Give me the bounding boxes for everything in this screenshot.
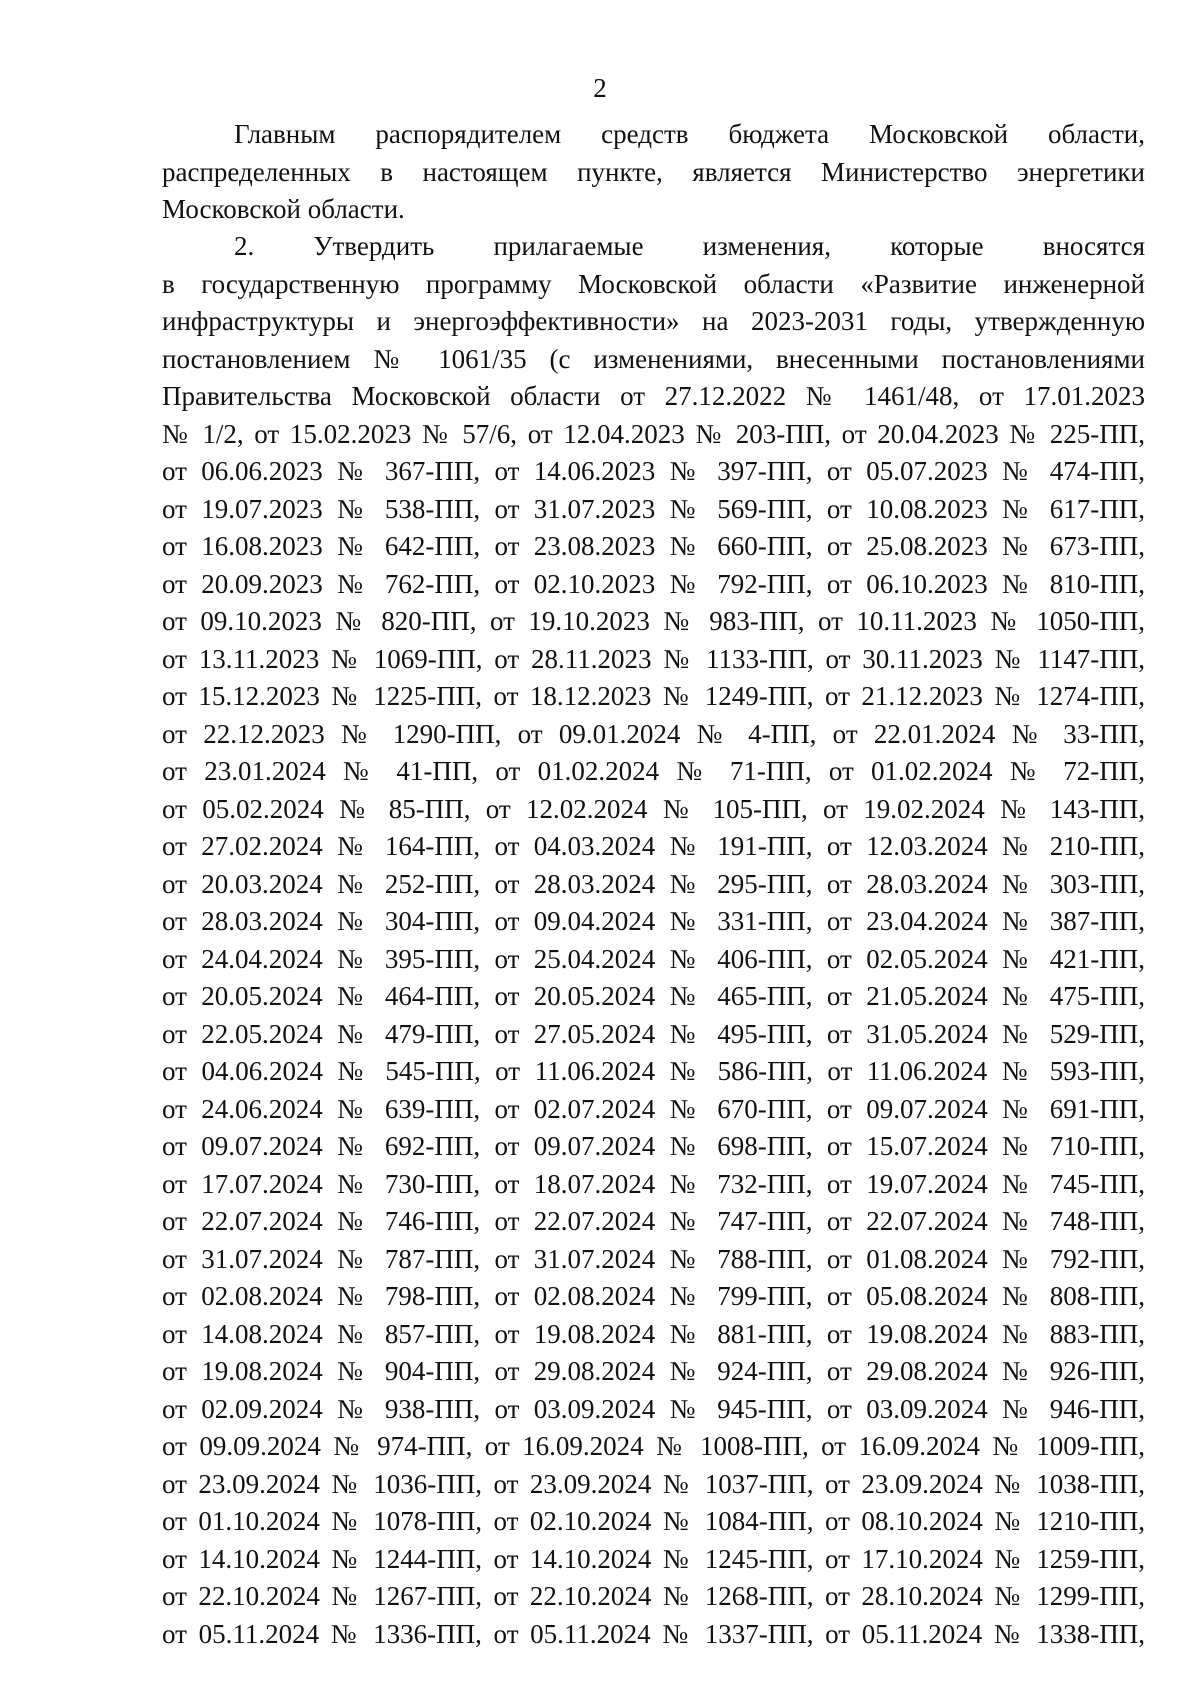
text-line: № 1/2, от 15.02.2023 № 57/6, от 12.04.2023 № 203-ПП, от 20.04.2023 № 225-ПП, bbox=[162, 418, 1145, 449]
text-line: от 09.10.2023 № 820-ПП, от 19.10.2023 № 983-ПП, от 10.11.2023 № 1050-ПП, bbox=[162, 606, 1145, 636]
text-line: от 27.02.2024 № 164-ПП, от 04.03.2024 № 191-ПП, от 12.03.2024 № 210-ПП, bbox=[162, 831, 1145, 861]
text-line: от 23.01.2024 № 41-ПП, от 01.02.2024 № 71-ПП, от 01.02.2024 № 72-ПП, bbox=[162, 756, 1145, 786]
text-line: от 01.10.2024 № 1078-ПП, от 02.10.2024 № 1084-ПП, от 08.10.2024 № 1210-ПП, bbox=[162, 1506, 1145, 1536]
text-line: Московской области. bbox=[162, 194, 405, 224]
text-line: от 31.07.2024 № 787-ПП, от 31.07.2024 № 788-ПП, от 01.08.2024 № 792-ПП, bbox=[162, 1243, 1145, 1274]
text-line: 2. Утвердить прилагаемые изменения, которые вносятся bbox=[234, 231, 1145, 261]
text-line: в государственную программу Московской области «Развитие инженерной bbox=[162, 268, 1145, 299]
paragraph-budget-manager bbox=[162, 116, 1145, 229]
text-line: от 22.05.2024 № 479-ПП, от 27.05.2024 № 495-ПП, от 31.05.2024 № 529-ПП, bbox=[162, 1018, 1145, 1049]
text-line: постановлением № 1061/35 (с изменениями, внесенными постановлениями bbox=[162, 343, 1145, 374]
text-line: от 24.06.2024 № 639-ПП, от 02.07.2024 № 670-ПП, от 09.07.2024 № 691-ПП, bbox=[162, 1093, 1145, 1124]
text-line: от 05.11.2024 № 1336-ПП, от 05.11.2024 № 1337-ПП, от 05.11.2024 № 1338-ПП, bbox=[162, 1618, 1145, 1649]
text-line: от 22.07.2024 № 746-ПП, от 22.07.2024 № 747-ПП, от 22.07.2024 № 748-ПП, bbox=[162, 1206, 1145, 1236]
text-line: от 17.07.2024 № 730-ПП, от 18.07.2024 № 732-ПП, от 19.07.2024 № 745-ПП, bbox=[162, 1168, 1145, 1199]
text-line: от 28.03.2024 № 304-ПП, от 09.04.2024 № 331-ПП, от 23.04.2024 № 387-ПП, bbox=[162, 906, 1145, 936]
text-line: от 22.10.2024 № 1267-ПП, от 22.10.2024 № 1268-ПП, от 28.10.2024 № 1299-ПП, bbox=[162, 1581, 1145, 1611]
text-line: от 13.11.2023 № 1069-ПП, от 28.11.2023 № 1133-ПП, от 30.11.2023 № 1147-ПП, bbox=[162, 643, 1145, 674]
text-line: от 02.09.2024 № 938-ПП, от 03.09.2024 № 945-ПП, от 03.09.2024 № 946-ПП, bbox=[162, 1393, 1145, 1424]
text-line: от 14.08.2024 № 857-ПП, от 19.08.2024 № 881-ПП, от 19.08.2024 № 883-ПП, bbox=[162, 1318, 1145, 1349]
text-line: от 09.07.2024 № 692-ПП, от 09.07.2024 № 698-ПП, от 15.07.2024 № 710-ПП, bbox=[162, 1131, 1145, 1161]
text-line: инфраструктуры и энергоэффективности» на 2023-2031 годы, утвержденную bbox=[162, 306, 1145, 336]
paragraph-approve-changes bbox=[162, 228, 1145, 1653]
text-line: от 06.06.2023 № 367-ПП, от 14.06.2023 № 397-ПП, от 05.07.2023 № 474-ПП, bbox=[162, 456, 1145, 486]
text-line: от 04.06.2024 № 545-ПП, от 11.06.2024 № 586-ПП, от 11.06.2024 № 593-ПП, bbox=[162, 1056, 1145, 1086]
text-line: от 20.09.2023 № 762-ПП, от 02.10.2023 № 792-ПП, от 06.10.2023 № 810-ПП, bbox=[162, 568, 1145, 599]
text-line: от 05.02.2024 № 85-ПП, от 12.02.2024 № 105-ПП, от 19.02.2024 № 143-ПП, bbox=[162, 793, 1145, 824]
text-line: от 15.12.2023 № 1225-ПП, от 18.12.2023 № 1249-ПП, от 21.12.2023 № 1274-ПП, bbox=[162, 681, 1145, 711]
text-line: от 20.05.2024 № 464-ПП, от 20.05.2024 № 465-ПП, от 21.05.2024 № 475-ПП, bbox=[162, 981, 1145, 1011]
text-line: от 22.12.2023 № 1290-ПП, от 09.01.2024 № 4-ПП, от 22.01.2024 № 33-ПП, bbox=[162, 718, 1145, 749]
text-line: от 24.04.2024 № 395-ПП, от 25.04.2024 № 406-ПП, от 02.05.2024 № 421-ПП, bbox=[162, 943, 1145, 974]
text-line: от 19.07.2023 № 538-ПП, от 31.07.2023 № 569-ПП, от 10.08.2023 № 617-ПП, bbox=[162, 493, 1145, 524]
text-line: от 16.08.2023 № 642-ПП, от 23.08.2023 № 660-ПП, от 25.08.2023 № 673-ПП, bbox=[162, 531, 1145, 561]
text-line: от 14.10.2024 № 1244-ПП, от 14.10.2024 № 1245-ПП, от 17.10.2024 № 1259-ПП, bbox=[162, 1543, 1145, 1574]
text-line: Главным распорядителем средств бюджета Московской области, bbox=[234, 119, 1145, 149]
text-line: от 23.09.2024 № 1036-ПП, от 23.09.2024 № 1037-ПП, от 23.09.2024 № 1038-ПП, bbox=[162, 1468, 1145, 1499]
page-number: 2 bbox=[593, 73, 607, 103]
text-line: от 19.08.2024 № 904-ПП, от 29.08.2024 № 924-ПП, от 29.08.2024 № 926-ПП, bbox=[162, 1356, 1145, 1386]
text-line: от 20.03.2024 № 252-ПП, от 28.03.2024 № 295-ПП, от 28.03.2024 № 303-ПП, bbox=[162, 868, 1145, 899]
text-line: от 09.09.2024 № 974-ПП, от 16.09.2024 № 1008-ПП, от 16.09.2024 № 1009-ПП, bbox=[162, 1431, 1145, 1461]
text-line: от 02.08.2024 № 798-ПП, от 02.08.2024 № 799-ПП, от 05.08.2024 № 808-ПП, bbox=[162, 1281, 1145, 1311]
text-line: распределенных в настоящем пункте, является Министерство энергетики bbox=[162, 156, 1145, 187]
text-line: Правительства Московской области от 27.12.2022 № 1461/48, от 17.01.2023 bbox=[162, 381, 1145, 411]
